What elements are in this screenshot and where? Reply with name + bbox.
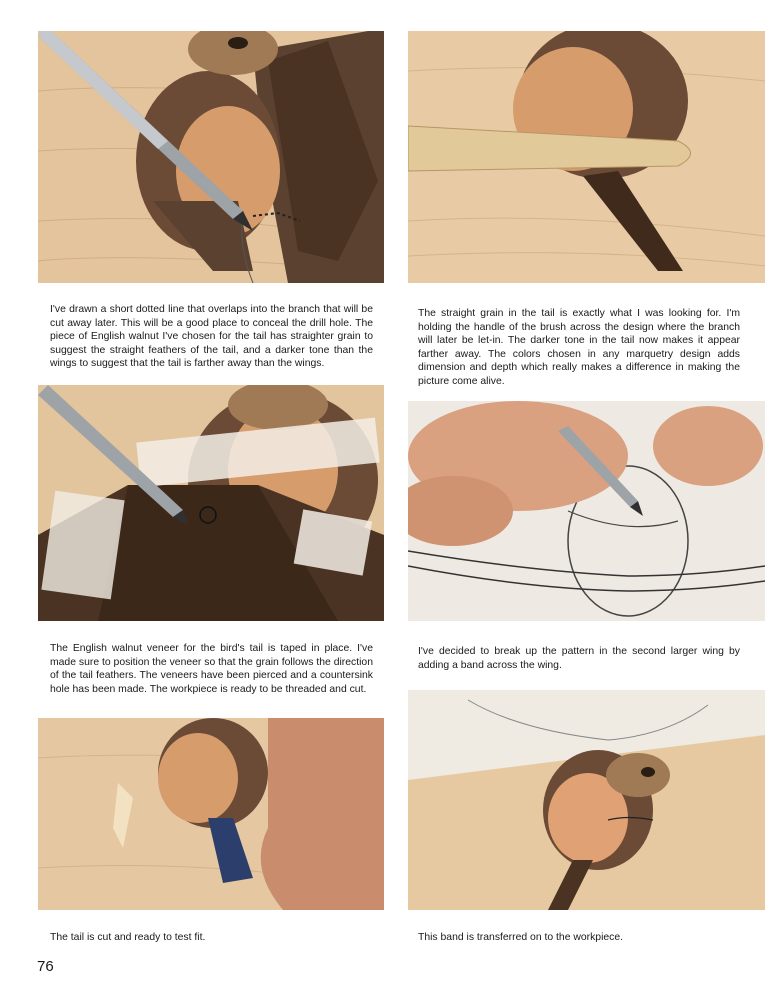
- photo-brush-handle: [408, 31, 765, 283]
- photo-pattern-drawing: [408, 401, 765, 621]
- photo-tail-test-fit: [38, 718, 384, 910]
- photo-taped-walnut: [38, 385, 384, 621]
- caption-brush-handle: The straight grain in the tail is exactly what I was looking for. I'm holding the handle of the brush across the design where the branch will later be let-in. The darker tone in the tail now makes it appear farther away. The colors chosen in any marquetry design adds dimension and depth which really makes a difference in making the picture come alive.: [418, 308, 740, 387]
- photo-band-transferred: [408, 690, 765, 910]
- page-number: 76: [37, 958, 54, 975]
- caption-pattern-band: I've decided to break up the pattern in the second larger wing by adding a band across the wing.: [418, 646, 740, 671]
- caption-tail-cut: The tail is cut and ready to test fit.: [50, 932, 206, 943]
- photo-pencil-dotted-line: [38, 31, 384, 283]
- caption-taped-walnut: The English walnut veneer for the bird's tail is taped in place. I've made sure to position the veneer so that the grain follows the direction of the tail feathers. The veneers have been pierced and a countersink hole has been made. The workpiece is ready to be threaded and cut.: [50, 643, 373, 695]
- caption-dotted-line: I've drawn a short dotted line that overlaps into the branch that will be cut away later. This will be a good place to conceal the drill hole. The piece of English walnut I've chosen for the tail has straighter grain to suggest the straight feathers of the tail, and a darker tone than the wings to suggest that the tail is farther away than the wings.: [50, 304, 373, 370]
- caption-band-transferred: This band is transferred on to the workpiece.: [418, 932, 624, 943]
